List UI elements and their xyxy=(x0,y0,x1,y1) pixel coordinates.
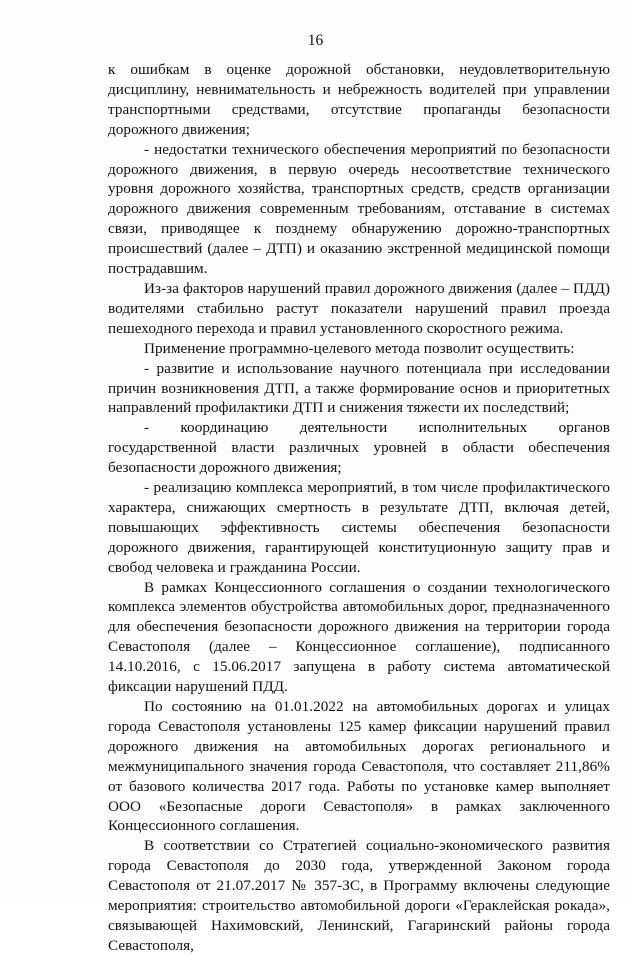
paragraph: - недостатки технического обеспечения мероприятий по безопасности дорожного движения, в первую очередь несоответствие технического уровня дорожного хозяйства, транспортных средств, средств организации дорожного движения современным требованиям, отставание в системах связи, приводящее к позднему обнаружению дорожно-транспортных происшествий (далее – ДТП) и оказанию экстренной медицинской помощи пострадавшим. xyxy=(108,140,610,278)
paragraph: - развитие и использование научного потенциала при исследовании причин возникновения ДТП, а также формирование основ и приоритетных направлений профилактики ДТП и снижения тяжести их последствий; xyxy=(108,359,610,417)
paragraph: к ошибкам в оценке дорожной обстановки, неудовлетворительную дисциплину, невнимательность и небрежность водителей при управлении транспортными средствами, отсутствие пропаганды безопасности дорожного движения; xyxy=(108,61,610,138)
page-number: 16 xyxy=(307,32,324,49)
paragraph: По состоянию на 01.01.2022 на автомобильных дорогах и улицах города Севастополя установлены 125 камер фиксации нарушений правил дорожного движения на автомобильных дорогах регионального и межмуниципального значения города Севастополя, что составляет 211,86% от базового количества 2017 года. Работы по установке камер выполняет ООО «Безопасные дороги Севастополя» в рамках заключенного Концессионного соглашения. xyxy=(108,698,610,835)
paragraph: - реализацию комплекса мероприятий, в том числе профилактического характера, снижающих смертность в результате ДТП, включая детей, повышающих эффективность системы обеспечения безопасности дорожного движения, гарантирующей конституционную защиту прав и свобод человека и гражданина России. xyxy=(108,479,610,576)
paragraph: Из-за факторов нарушений правил дорожного движения (далее – ПДД) водителями стабильно растут показатели нарушений правил проезда пешеходного перехода и правил установленного скоростного режима. xyxy=(108,279,610,337)
body-text xyxy=(108,60,610,956)
paragraph: В рамках Концессионного соглашения о создании технологического комплекса элементов обустройства автомобильных дорог, предназначенного для обеспечения безопасности дорожного движения на территории города Севастополя (далее – Концессионное соглашение), подписанного 14.10.2016, с 15.06.2017 запущена в работу система автоматической фиксации нарушений ПДД. xyxy=(108,578,610,696)
paragraph: - координацию деятельности исполнительных органов государственной власти различных уровней в области обеспечения безопасности дорожного движения; xyxy=(108,419,610,477)
paragraph: Применение программно-целевого метода позволит осуществить: xyxy=(144,339,575,357)
paragraph: В соответствии со Стратегией социально-экономического развития города Севастополя до 2030 года, утвержденной Законом города Севастополя от 21.07.2017 № 357-ЗС, в Программу включены следующие мероприятия: строительство автомобильной дороги «Гераклейская рокада», связывающей Нахимовский, Ленинский, Гагаринский районы города Севастополя, xyxy=(108,837,610,954)
